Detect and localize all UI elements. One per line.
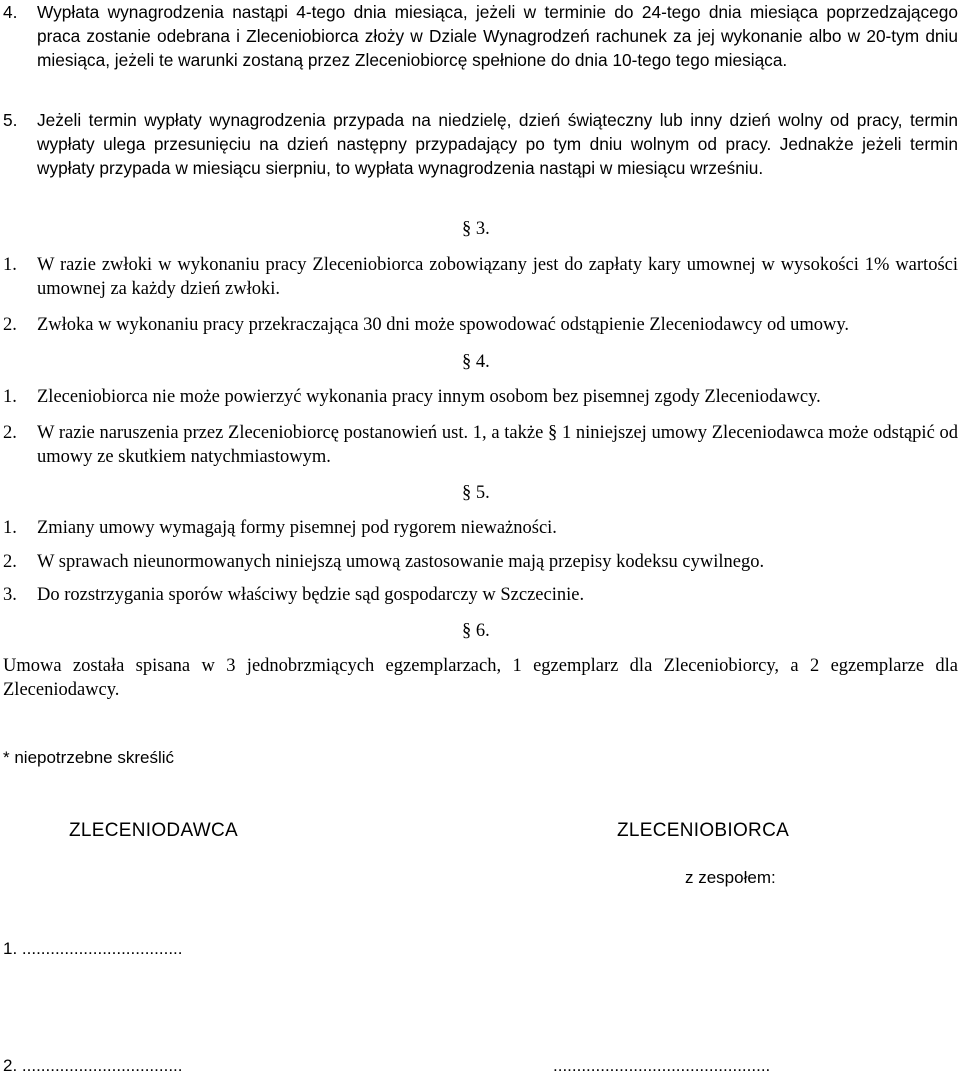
section2-item-5 bbox=[3, 108, 958, 180]
item-number: 4. bbox=[3, 2, 18, 22]
signature-label-contractor: ZLECENIOBIORCA bbox=[617, 820, 790, 841]
section5-item-2 bbox=[3, 550, 958, 574]
section2-item-4 bbox=[3, 0, 958, 72]
section5-item-1 bbox=[3, 516, 958, 540]
item-text: Do rozstrzygania sporów właściwy będzie sąd gospodarczy w Szczecinie. bbox=[37, 585, 585, 605]
item-text: Wypłata wynagrodzenia nastąpi 4-tego dnia miesiąca, jeżeli w terminie do 24-tego dnia miesiąca poprzedzającego praca zostanie odebrana i Zleceniobiorca złoży w Dziale Wynagrodzeń rachunek za jej wykonanie albo w 20-tym dniu miesiąca, jeżeli te warunki zostaną przez Zleceniobiorcę spełnione do dnia 10-tego tego miesiąca. bbox=[37, 2, 958, 70]
item-number: 2. bbox=[3, 552, 17, 572]
signature-line-2-left: 2. .................................. bbox=[3, 1056, 183, 1075]
item-text: W razie zwłoki w wykonaniu pracy Zleceniobiorca zobowiązany jest do zapłaty kary umownej w wysokości 1% wartości umownej za każdy dzień zwłoki. bbox=[37, 255, 958, 299]
item-number: 5. bbox=[3, 110, 18, 130]
section4-item-2 bbox=[3, 421, 958, 469]
item-text: Jeżeli termin wypłaty wynagrodzenia przypada na niedzielę, dzień świąteczny lub inny dzień wolny od pracy, termin wypłaty ulega przesunięciu na dzień następny przypadający po tym dniu wolnym od pracy. Jednakże jeżeli termin wypłaty przypada w miesiącu sierpniu, to wypłata wynagrodzenia nastąpi w miesiącu wrześniu. bbox=[37, 110, 958, 178]
section3-item-1 bbox=[3, 253, 958, 301]
item-text: Zwłoka w wykonaniu pracy przekraczająca 30 dni może spowodować odstąpienie Zleceniodawcy od umowy. bbox=[37, 315, 849, 335]
signature-line-1: 1. .................................. bbox=[3, 939, 183, 958]
section6-text: Umowa została spisana w 3 jednobrzmiących egzemplarzach, 1 egzemplarz dla Zleceniobiorcy, a 2 egzemplarze dla Zleceniodawcy. bbox=[3, 656, 958, 700]
item-text: W razie naruszenia przez Zleceniobiorcę postanowień ust. 1, a także § 1 niniejszej umowy Zleceniodawca może odstąpić od umowy ze skutkiem natychmiastowym. bbox=[37, 423, 958, 467]
item-text: Zmiany umowy wymagają formy pisemnej pod rygorem nieważności. bbox=[37, 518, 557, 538]
section4-item-1 bbox=[3, 385, 958, 409]
footnote: * niepotrzebne skreślić bbox=[3, 748, 175, 767]
item-number: 1. bbox=[3, 387, 17, 407]
team-label: z zespołem: bbox=[685, 868, 776, 887]
item-number: 2. bbox=[3, 315, 17, 335]
item-number: 3. bbox=[3, 585, 17, 605]
section-heading-3: § 3. bbox=[462, 219, 490, 239]
section5-item-3 bbox=[3, 583, 958, 607]
item-text: Zleceniobiorca nie może powierzyć wykonania pracy innym osobom bez pisemnej zgody Zleceniodawcy. bbox=[37, 387, 821, 407]
section3-item-2 bbox=[3, 313, 958, 337]
item-number: 1. bbox=[3, 518, 17, 538]
signature-label-contractor-giver: ZLECENIODAWCA bbox=[69, 820, 238, 841]
section-heading-6: § 6. bbox=[462, 621, 490, 641]
item-text: W sprawach nieunormowanych niniejszą umową zastosowanie mają przepisy kodeksu cywilnego. bbox=[37, 552, 765, 572]
section-heading-5: § 5. bbox=[462, 483, 490, 503]
section-heading-4: § 4. bbox=[462, 352, 490, 372]
signature-line-2-right: .............................................. bbox=[553, 1056, 771, 1075]
item-number: 1. bbox=[3, 255, 17, 275]
item-number: 2. bbox=[3, 423, 17, 443]
